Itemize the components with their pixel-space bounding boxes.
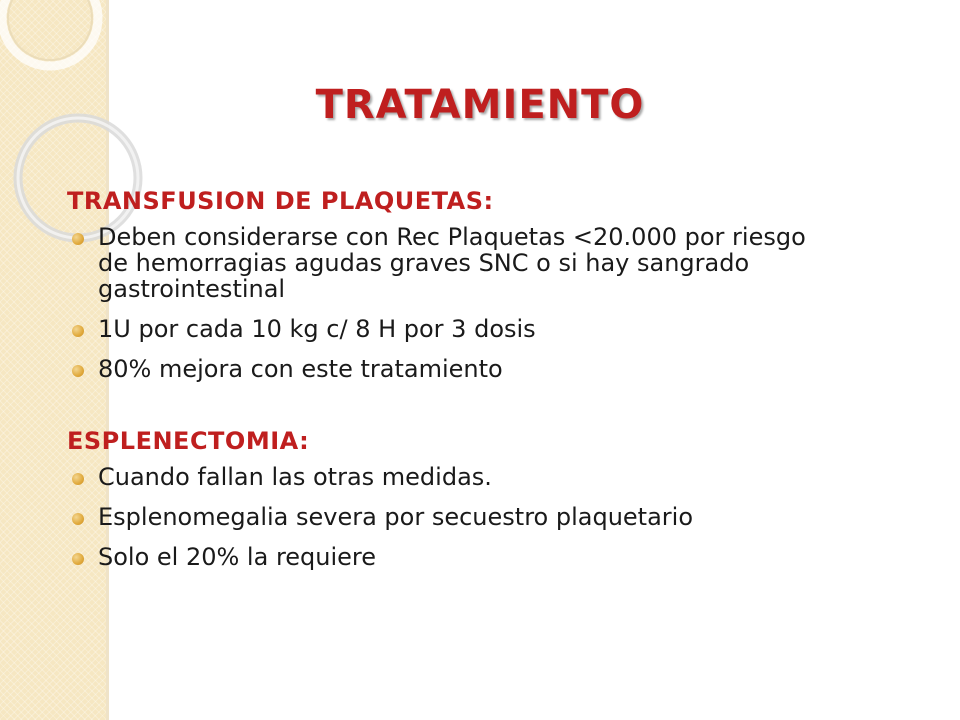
decor-ring-top <box>2 0 98 66</box>
gold-dot-icon <box>72 233 84 245</box>
list-item <box>67 464 837 490</box>
gold-dot-icon <box>72 513 84 525</box>
list-item <box>67 316 837 342</box>
gold-dot-icon <box>72 473 84 485</box>
gold-dot-icon <box>72 553 84 565</box>
gold-dot-icon <box>72 365 84 377</box>
bullet-text: Solo el 20% la requiere <box>98 543 377 571</box>
gold-dot-icon <box>72 325 84 337</box>
slide-content <box>67 186 837 584</box>
list-item <box>67 224 837 302</box>
bullet-text: 80% mejora con este tratamiento <box>98 355 503 383</box>
esplenectomia-bullet-list <box>67 464 837 570</box>
bullet-text: Cuando fallan las otras medidas. <box>98 463 492 491</box>
section-heading-transfusion: TRANSFUSION DE PLAQUETAS: <box>67 187 494 215</box>
slide-title: TRATAMIENTO <box>315 82 645 128</box>
list-item <box>67 544 837 570</box>
bullet-text: Esplenomegalia severa por secuestro plaquetario <box>98 503 694 531</box>
list-item <box>67 504 837 530</box>
list-item <box>67 356 837 382</box>
transfusion-bullet-list <box>67 224 837 382</box>
section-heading-esplenectomia: ESPLENECTOMIA: <box>67 427 310 455</box>
bullet-text: Deben considerarse con Rec Plaquetas <20.000 por riesgo de hemorragias agudas graves SNC o si hay sangrado gastrointestinal <box>98 223 806 303</box>
bullet-text: 1U por cada 10 kg c/ 8 H por 3 dosis <box>98 315 536 343</box>
